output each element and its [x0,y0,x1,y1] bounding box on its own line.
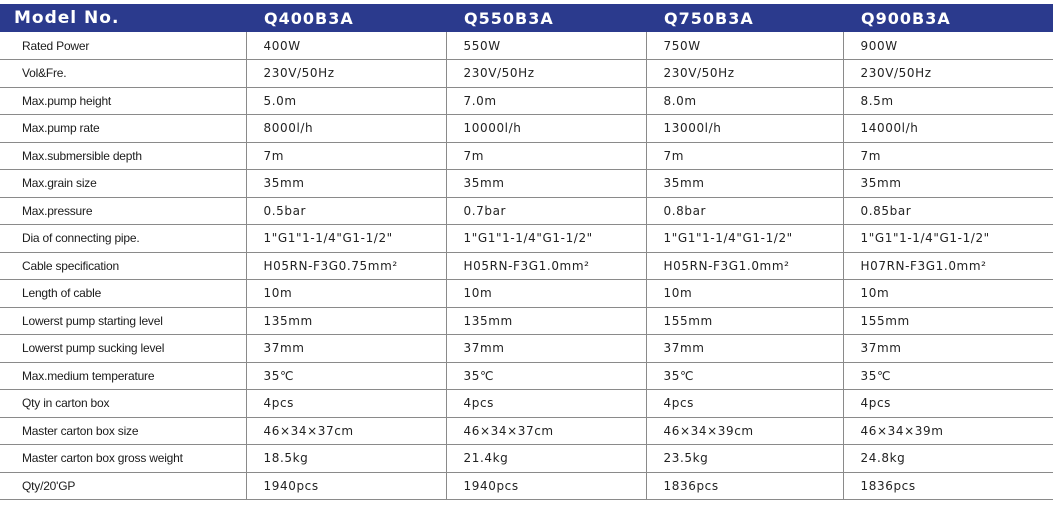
spec-label: Max.pump rate [0,115,246,143]
spec-value: 230V/50Hz [646,60,843,88]
spec-value: 10m [446,280,646,308]
spec-value: 5.0m [246,87,446,115]
spec-label: Max.pump height [0,87,246,115]
table-row [0,225,1053,253]
spec-value: 13000l/h [646,115,843,143]
spec-label: Cable specification [0,252,246,280]
spec-value: H05RN-F3G1.0mm² [446,252,646,280]
spec-value: 7m [843,142,1053,170]
spec-label: Max.grain size [0,170,246,198]
spec-value: 0.85bar [843,197,1053,225]
spec-value: 10000l/h [446,115,646,143]
table-row [0,142,1053,170]
table-row [0,335,1053,363]
table-row [0,115,1053,143]
spec-value: 7m [446,142,646,170]
spec-value: 46×34×39cm [646,417,843,445]
spec-value: 8000l/h [246,115,446,143]
spec-value: 23.5kg [646,445,843,473]
spec-value: 155mm [646,307,843,335]
header-model-no: Model No. [0,4,246,32]
spec-value: 1"G1"1-1/4"G1-1/2" [246,225,446,253]
spec-label: Max.pressure [0,197,246,225]
spec-value: 230V/50Hz [446,60,646,88]
spec-label: Lowerst pump starting level [0,307,246,335]
spec-value: H07RN-F3G1.0mm² [843,252,1053,280]
spec-label: Vol&Fre. [0,60,246,88]
header-model-q900b3a: Q900B3A [843,4,1053,32]
spec-value: 21.4kg [446,445,646,473]
table-header [0,4,1053,32]
header-model-q550b3a: Q550B3A [446,4,646,32]
spec-value: 37mm [446,335,646,363]
spec-value: 1"G1"1-1/4"G1-1/2" [843,225,1053,253]
spec-value: 10m [246,280,446,308]
spec-label: Max.submersible depth [0,142,246,170]
spec-value: 4pcs [646,390,843,418]
table-body [0,32,1053,500]
spec-value: 37mm [646,335,843,363]
spec-value: 24.8kg [843,445,1053,473]
table-row [0,472,1053,500]
spec-value: 8.0m [646,87,843,115]
spec-value: 1"G1"1-1/4"G1-1/2" [446,225,646,253]
header-model-q750b3a: Q750B3A [646,4,843,32]
spec-value: 1940pcs [246,472,446,500]
spec-label: Qty/20'GP [0,472,246,500]
spec-value: 1"G1"1-1/4"G1-1/2" [646,225,843,253]
table-row [0,32,1053,60]
spec-value: 35℃ [246,362,446,390]
spec-value: 35℃ [843,362,1053,390]
spec-value: 35mm [446,170,646,198]
spec-value: 35℃ [646,362,843,390]
table-row [0,87,1053,115]
spec-label: Master carton box gross weight [0,445,246,473]
header-model-q400b3a: Q400B3A [246,4,446,32]
spec-label: Rated Power [0,32,246,60]
spec-value: 10m [843,280,1053,308]
spec-value: 900W [843,32,1053,60]
spec-value: 1836pcs [843,472,1053,500]
table-row [0,307,1053,335]
spec-value: 135mm [246,307,446,335]
spec-value: 14000l/h [843,115,1053,143]
spec-label: Length of cable [0,280,246,308]
spec-table [0,4,1053,500]
spec-value: 7.0m [446,87,646,115]
spec-value: 135mm [446,307,646,335]
table-row [0,362,1053,390]
spec-value: 400W [246,32,446,60]
spec-value: 750W [646,32,843,60]
spec-label: Qty in carton box [0,390,246,418]
table-row [0,390,1053,418]
table-row [0,60,1053,88]
spec-value: 10m [646,280,843,308]
spec-value: 46×34×37cm [446,417,646,445]
table-row [0,445,1053,473]
spec-value: 0.5bar [246,197,446,225]
spec-value: 7m [646,142,843,170]
spec-value: 550W [446,32,646,60]
table-row [0,252,1053,280]
spec-value: 37mm [843,335,1053,363]
spec-label: Master carton box size [0,417,246,445]
spec-value: 1836pcs [646,472,843,500]
table-row [0,170,1053,198]
spec-value: H05RN-F3G1.0mm² [646,252,843,280]
spec-label: Dia of connecting pipe. [0,225,246,253]
spec-value: 4pcs [843,390,1053,418]
spec-value: H05RN-F3G0.75mm² [246,252,446,280]
spec-value: 46×34×37cm [246,417,446,445]
spec-value: 46×34×39m [843,417,1053,445]
spec-value: 230V/50Hz [246,60,446,88]
table-row [0,197,1053,225]
spec-value: 0.8bar [646,197,843,225]
spec-label: Max.medium temperature [0,362,246,390]
spec-value: 7m [246,142,446,170]
spec-value: 4pcs [246,390,446,418]
spec-value: 4pcs [446,390,646,418]
spec-value: 35℃ [446,362,646,390]
header-row [0,4,1053,32]
table-row [0,280,1053,308]
spec-value: 1940pcs [446,472,646,500]
spec-value: 35mm [246,170,446,198]
table-row [0,417,1053,445]
spec-value: 35mm [646,170,843,198]
spec-label: Lowerst pump sucking level [0,335,246,363]
spec-value: 155mm [843,307,1053,335]
spec-value: 230V/50Hz [843,60,1053,88]
spec-value: 0.7bar [446,197,646,225]
spec-value: 35mm [843,170,1053,198]
spec-value: 37mm [246,335,446,363]
spec-value: 8.5m [843,87,1053,115]
spec-value: 18.5kg [246,445,446,473]
